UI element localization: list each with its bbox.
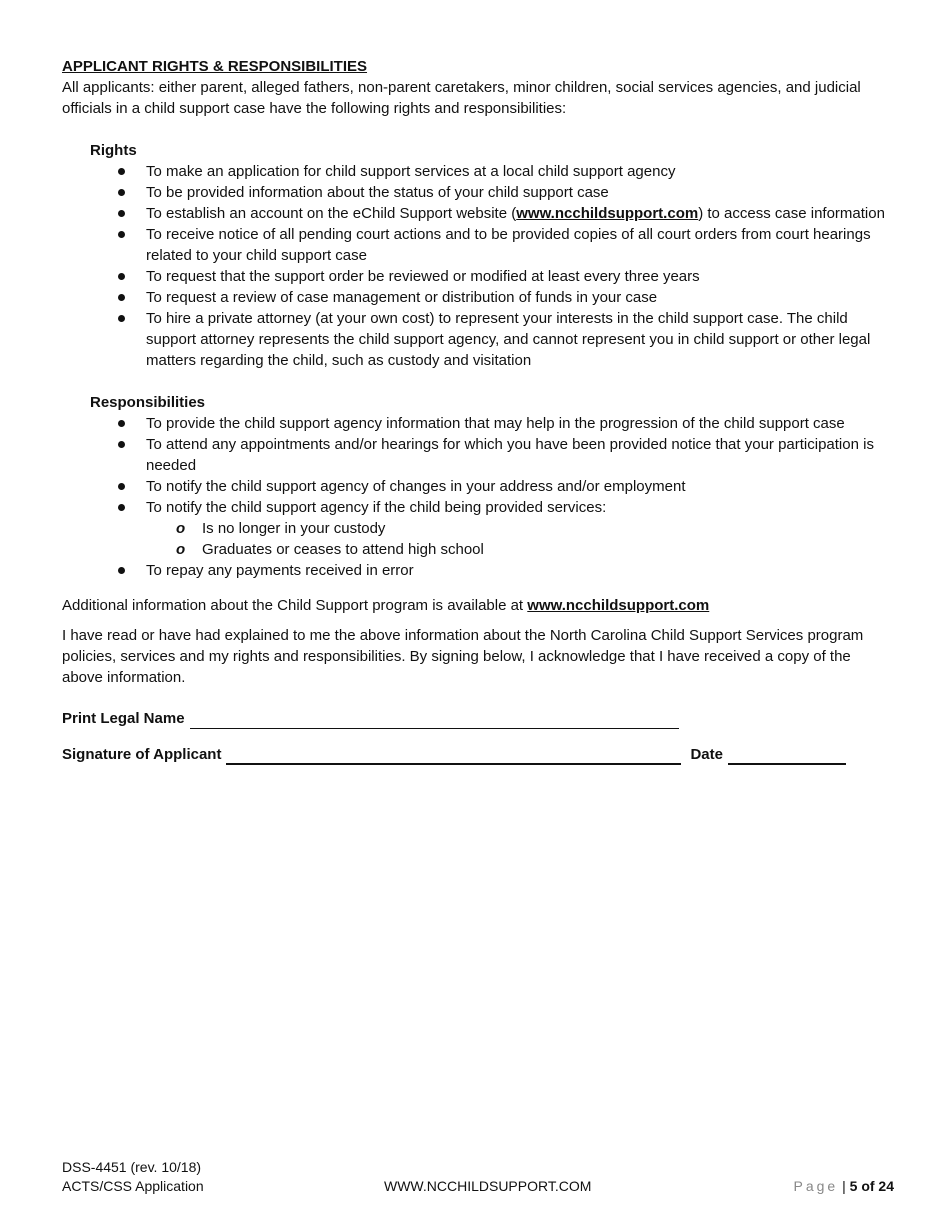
print-name-field[interactable] [190,712,679,729]
form-info [62,1158,204,1196]
bullet-icon [118,504,125,511]
responsibilities-list [62,413,894,581]
print-name-row [62,708,894,729]
page-indicator [794,1177,894,1196]
circle-bullet-icon: o [176,520,186,537]
list-item: To attend any appointments and/or hearings for which you have been provided notice that your participation is needed [62,434,894,476]
list-item: To request a review of case management or distribution of funds in your case [62,287,894,308]
signature-field[interactable] [226,747,681,765]
list-item: To make an application for child support services at a local child support agency [62,161,894,182]
bullet-icon [118,168,125,175]
bullet-icon [118,294,125,301]
footer-website: WWW.NCCHILDSUPPORT.COM [384,1178,592,1194]
list-item: To repay any payments received in error [62,560,894,581]
form-number: DSS-4451 (rev. 10/18) [62,1159,202,1175]
bullet-icon [118,210,125,217]
list-item: To receive notice of all pending court actions and to be provided copies of all court orders from court hearings related to your child support case [62,224,894,266]
signature-label: Signature of Applicant [62,746,222,763]
intro-paragraph: All applicants: either parent, alleged fathers, non-parent caretakers, minor children, social services agencies, and judicial officials in a child support case have the following rights and responsibilities: [62,79,861,117]
list-item: To establish an account on the eChild Support website (www.ncchildsupport.com) to access case information [62,203,894,224]
acknowledgement-paragraph: I have read or have had explained to me the above information about the North Carolina Child Support Services program policies, services and my rights and responsibilities. By signing below, I acknowledge that I have received a copy of the above information. [62,627,864,686]
bullet-icon [118,441,125,448]
bullet-icon [118,420,125,427]
list-item: To hire a private attorney (at your own cost) to represent your interests in the child support case. The child support attorney represents the child support agency, and cannot represent you in child support or other legal matters regarding the child, such as custody and visitation [62,308,894,371]
bullet-icon [118,315,125,322]
rights-heading: Rights [90,142,137,159]
bullet-icon [118,567,125,574]
sub-list-item: o Graduates or ceases to attend high school [176,541,484,558]
date-field[interactable] [728,747,846,765]
responsibilities-heading: Responsibilities [90,394,206,411]
bullet-icon [118,231,125,238]
page-separator: | [842,1178,846,1194]
bullet-icon [118,189,125,196]
additional-info: Additional information about the Child Support program is available at www.ncchildsupport.com [62,597,710,614]
bullet-icon [118,273,125,280]
date-label: Date [690,746,723,763]
website-link[interactable]: www.ncchildsupport.com [516,205,699,222]
spacer [62,371,894,392]
signature-row [62,744,894,765]
list-item: To request that the support order be reviewed or modified at least every three years [62,266,894,287]
rights-list [62,161,894,371]
website-link[interactable]: www.ncchildsupport.com [527,597,710,614]
page-label: Page [793,1178,839,1194]
list-item: To notify the child support agency if the child being provided services: o Is no longer in your custody o Graduates or ceases to attend high school [62,497,894,560]
sub-list-item: o Is no longer in your custody [176,520,386,537]
list-item: To notify the child support agency of changes in your address and/or employment [62,476,894,497]
sub-list [146,518,894,560]
form-name: ACTS/CSS Application [62,1178,204,1194]
section-title: APPLICANT RIGHTS & RESPONSIBILITIES [62,58,368,75]
print-name-label: Print Legal Name [62,710,185,727]
list-item: To be provided information about the status of your child support case [62,182,894,203]
page-number: 5 of 24 [849,1178,894,1194]
circle-bullet-icon: o [176,541,186,558]
list-item: To provide the child support agency information that may help in the progression of the child support case [62,413,894,434]
document-page [62,56,894,765]
bullet-icon [118,483,125,490]
